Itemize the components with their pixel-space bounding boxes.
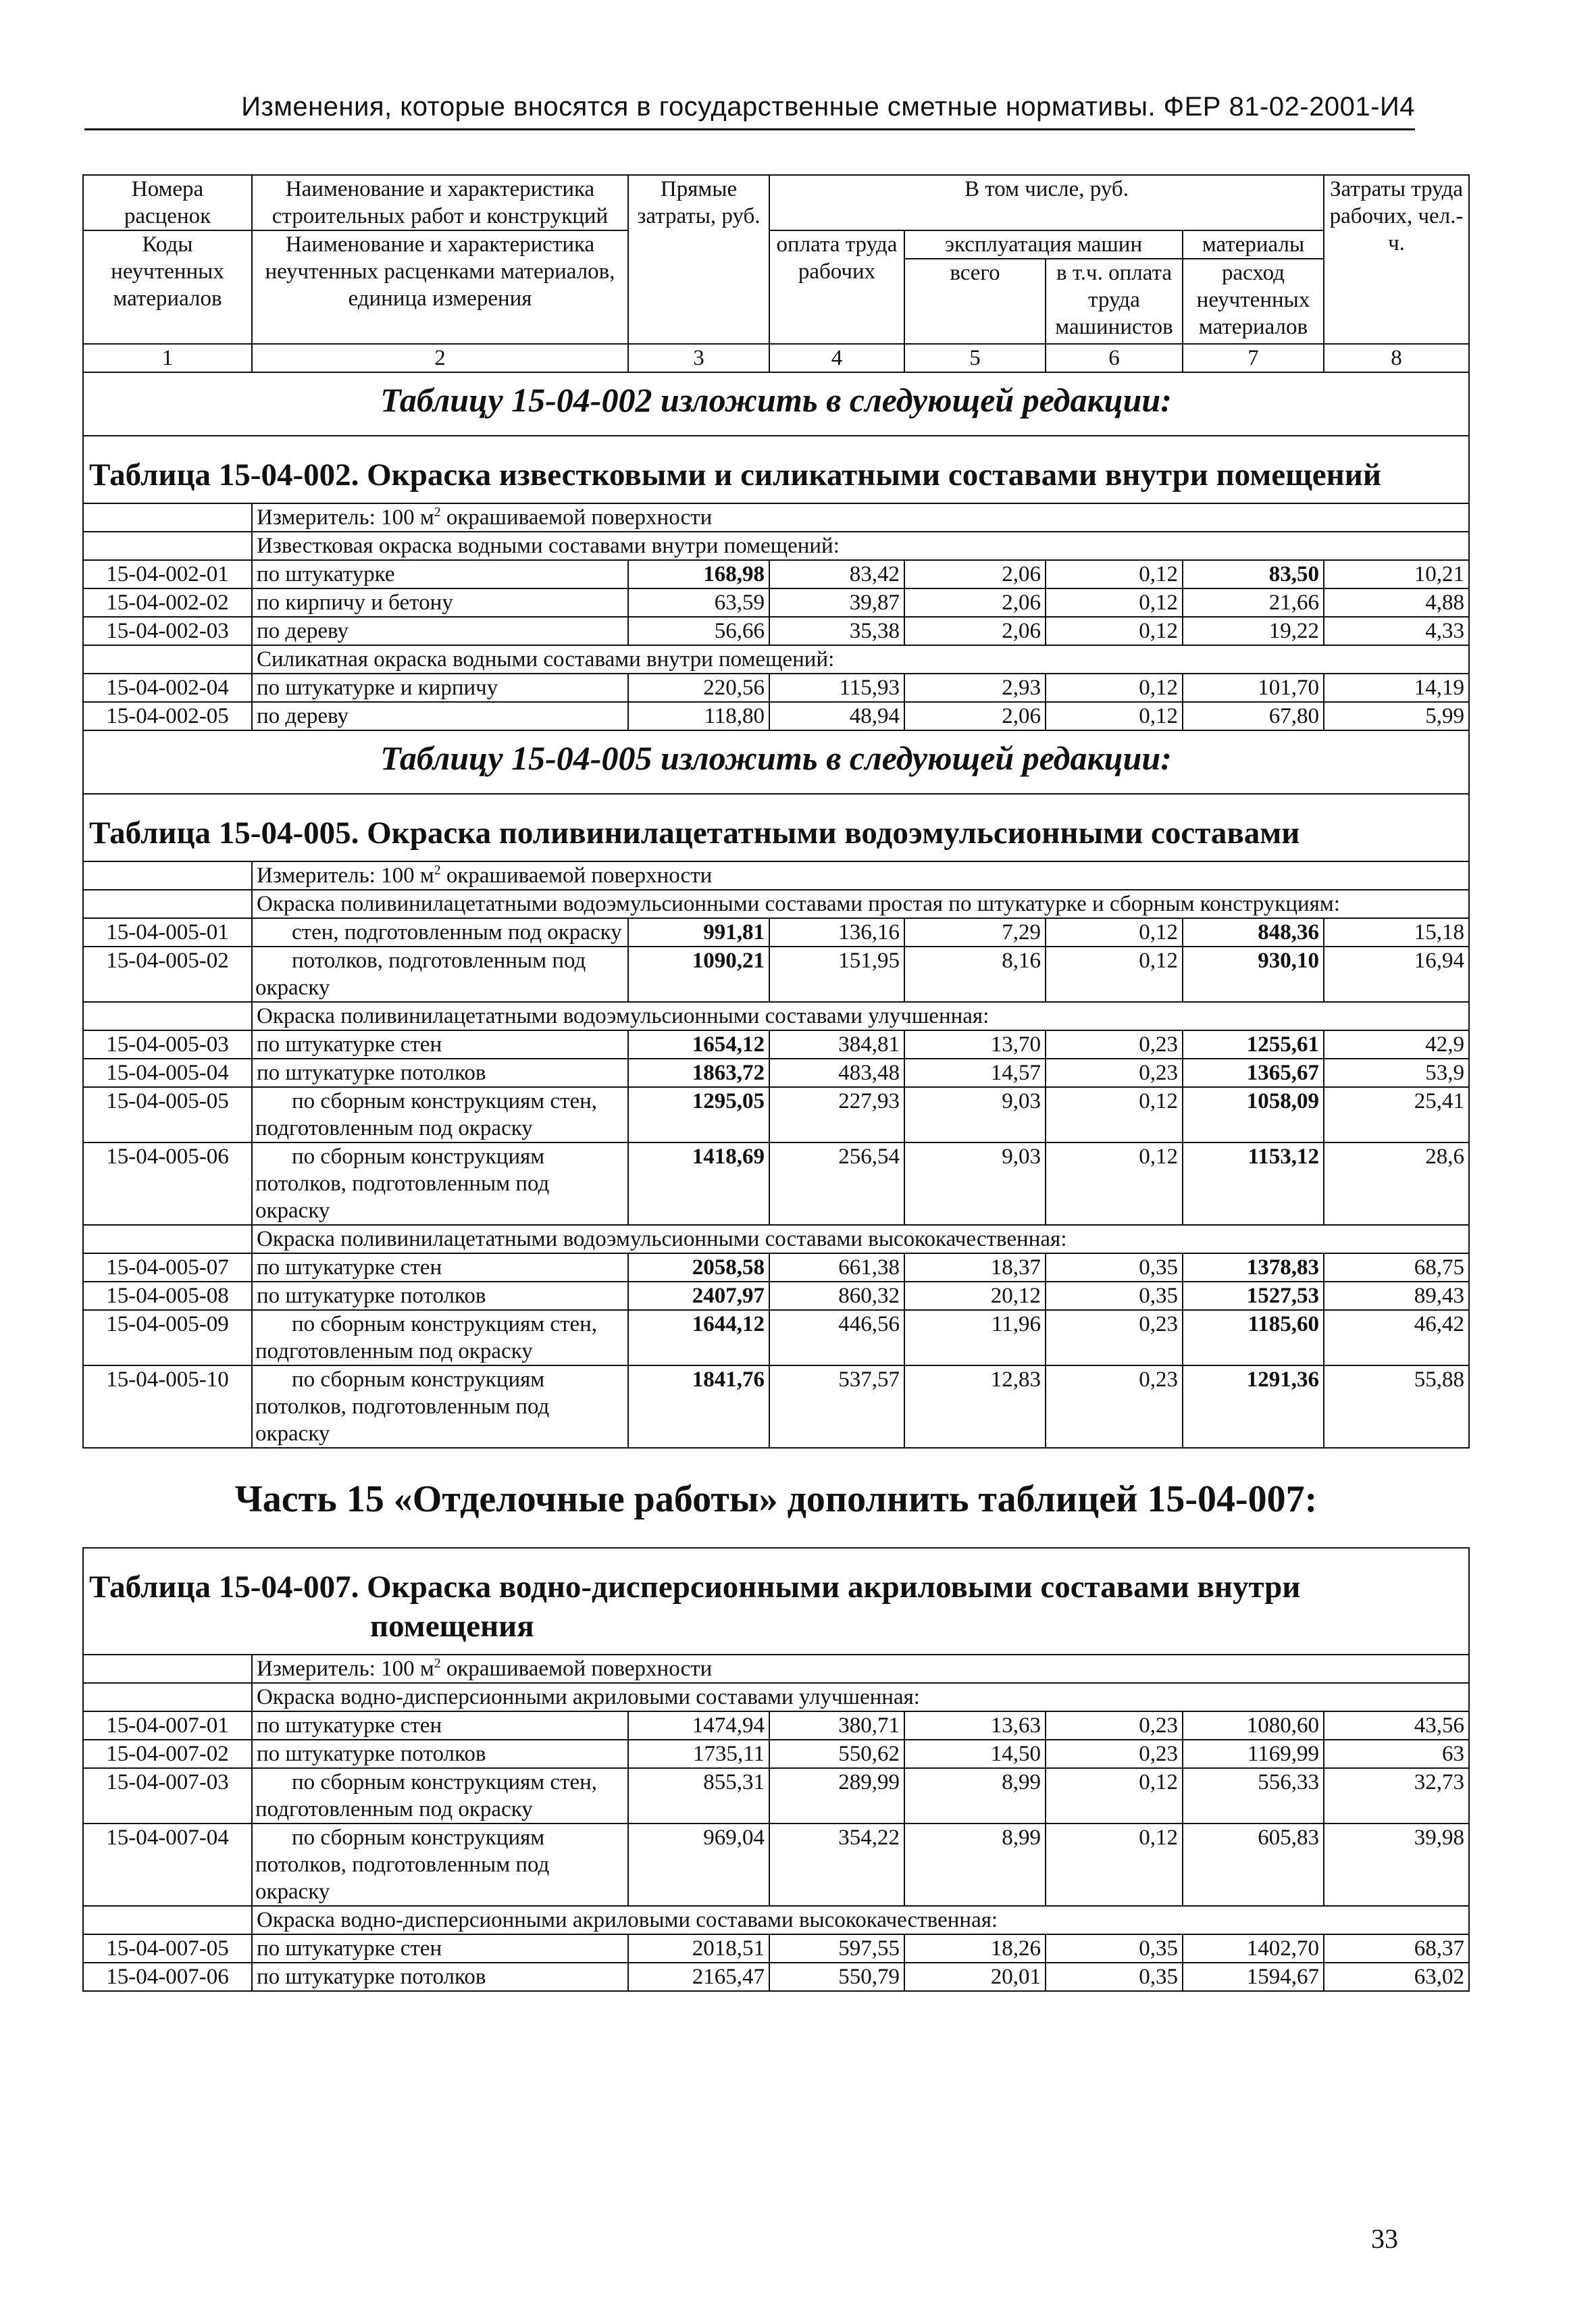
work-name: по штукатурке стен	[252, 1711, 628, 1740]
machines-labor: 0,23	[1046, 1059, 1183, 1087]
table-row	[83, 702, 1469, 730]
part-instruction: Часть 15 «Отделочные работы» дополнить таблицей 15-04-007:	[83, 1448, 1469, 1548]
materials: 556,33	[1183, 1768, 1324, 1823]
materials: 1527,53	[1183, 1282, 1324, 1310]
labor-pay: 550,79	[769, 1963, 904, 1991]
labor-hours: 15,18	[1324, 918, 1469, 947]
table-row	[83, 1253, 1469, 1282]
labor-hours: 89,43	[1324, 1282, 1469, 1310]
machines-labor: 0,12	[1046, 1768, 1183, 1823]
machines-total: 2,93	[904, 674, 1046, 702]
labor-pay: 354,22	[769, 1823, 904, 1906]
labor-pay: 550,62	[769, 1740, 904, 1768]
group-label: Окраска поливинилацетатными водоэмульсионными составами улучшенная:	[252, 1002, 1469, 1030]
rate-code: 15-04-005-10	[83, 1365, 252, 1448]
measure-row	[83, 1655, 1469, 1683]
labor-hours: 53,9	[1324, 1059, 1469, 1087]
header-rule	[84, 128, 1415, 130]
direct-costs: 1474,94	[628, 1711, 769, 1740]
machines-labor: 0,23	[1046, 1740, 1183, 1768]
machines-total: 12,83	[904, 1365, 1046, 1448]
direct-costs: 220,56	[628, 674, 769, 702]
header-machines: эксплуатация машин	[904, 230, 1183, 259]
header-materials: материалы	[1183, 230, 1324, 259]
group-spacer	[83, 890, 252, 918]
group-spacer	[83, 1225, 252, 1253]
rate-code: 15-04-002-01	[83, 560, 252, 588]
machines-labor: 0,12	[1046, 947, 1183, 1002]
header-index-row	[83, 344, 1469, 372]
machines-total: 8,99	[904, 1823, 1046, 1906]
materials: 1255,61	[1183, 1030, 1324, 1059]
rate-code: 15-04-007-04	[83, 1823, 252, 1906]
table-title: Таблица 15-04-005. Окраска поливинилацетатными водоэмульсионными составами	[83, 794, 1469, 861]
machines-labor: 0,35	[1046, 1963, 1183, 1991]
direct-costs: 1090,21	[628, 947, 769, 1002]
work-name: по сборным конструкциям стен, подготовленным под окраску	[252, 1768, 628, 1823]
direct-costs: 1863,72	[628, 1059, 769, 1087]
part-instruction-row	[83, 1448, 1469, 1548]
group-spacer	[83, 532, 252, 560]
header-materials-unaccounted: расход неучтенных материалов	[1183, 259, 1324, 344]
direct-costs: 2058,58	[628, 1253, 769, 1282]
machines-labor: 0,35	[1046, 1282, 1183, 1310]
header-labor-pay: оплата труда рабочих	[769, 230, 904, 344]
rate-code: 15-04-005-05	[83, 1087, 252, 1142]
work-name: по кирпичу и бетону	[252, 588, 628, 617]
table-title-row	[83, 1548, 1469, 1655]
labor-hours: 25,41	[1324, 1087, 1469, 1142]
rate-code: 15-04-002-02	[83, 588, 252, 617]
materials: 605,83	[1183, 1823, 1324, 1906]
direct-costs: 969,04	[628, 1823, 769, 1906]
machines-total: 8,16	[904, 947, 1046, 1002]
labor-pay: 661,38	[769, 1253, 904, 1282]
machines-total: 20,01	[904, 1963, 1046, 1991]
work-name: по штукатурке и кирпичу	[252, 674, 628, 702]
direct-costs: 118,80	[628, 702, 769, 730]
machines-labor: 0,12	[1046, 674, 1183, 702]
header-work-name: Наименование и характеристика строительных работ и конструкций	[252, 175, 628, 230]
table-row	[83, 1142, 1469, 1225]
header-machines-labor: в т.ч. оплата труда машинистов	[1046, 259, 1183, 344]
labor-pay: 537,57	[769, 1365, 904, 1448]
header-material-names: Наименование и характеристика неучтенных расценками материалов, единица измерения	[252, 230, 628, 344]
group-row	[83, 890, 1469, 918]
table-title-row	[83, 436, 1469, 503]
instruction-row	[83, 730, 1469, 794]
measure-spacer	[83, 861, 252, 890]
table-row	[83, 1711, 1469, 1740]
machines-total: 18,26	[904, 1934, 1046, 1963]
table-row	[83, 1365, 1469, 1448]
machines-total: 14,57	[904, 1059, 1046, 1087]
measure-suffix: окрашиваемой поверхности	[440, 505, 713, 530]
machines-labor: 0,12	[1046, 702, 1183, 730]
rate-code: 15-04-005-06	[83, 1142, 252, 1225]
labor-hours: 43,56	[1324, 1711, 1469, 1740]
index-cell: 6	[1046, 344, 1183, 372]
machines-total: 2,06	[904, 588, 1046, 617]
index-cell: 7	[1183, 344, 1324, 372]
machines-labor: 0,23	[1046, 1030, 1183, 1059]
norms-table	[82, 174, 1470, 1992]
work-name: по штукатурке	[252, 560, 628, 588]
rate-code: 15-04-007-06	[83, 1963, 252, 1991]
index-cell: 8	[1324, 344, 1469, 372]
labor-pay: 151,95	[769, 947, 904, 1002]
header-machines-total: всего	[904, 259, 1046, 344]
machines-total: 20,12	[904, 1282, 1046, 1310]
index-cell: 2	[252, 344, 628, 372]
direct-costs: 1418,69	[628, 1142, 769, 1225]
work-name: по штукатурке стен	[252, 1253, 628, 1282]
measure-spacer	[83, 1655, 252, 1683]
rate-code: 15-04-002-05	[83, 702, 252, 730]
work-name: стен, подготовленным под окраску	[252, 918, 628, 947]
work-name: по сборным конструкциям стен, подготовленным под окраску	[252, 1310, 628, 1365]
labor-pay: 289,99	[769, 1768, 904, 1823]
group-spacer	[83, 645, 252, 674]
machines-total: 9,03	[904, 1142, 1046, 1225]
group-label: Окраска водно-дисперсионными акриловыми составами высококачественная:	[252, 1906, 1469, 1934]
work-name: потолков, подготовленным под окраску	[252, 947, 628, 1002]
header-material-codes: Коды неучтенных материалов	[83, 230, 252, 344]
work-name: по штукатурке стен	[252, 1934, 628, 1963]
direct-costs: 2407,97	[628, 1282, 769, 1310]
work-name: по штукатурке потолков	[252, 1963, 628, 1991]
labor-hours: 55,88	[1324, 1365, 1469, 1448]
work-name: по сборным конструкциям потолков, подготовленным под окраску	[252, 1823, 628, 1906]
section-instruction: Таблицу 15-04-002 изложить в следующей редакции:	[83, 372, 1469, 436]
machines-total: 13,70	[904, 1030, 1046, 1059]
labor-hours: 42,9	[1324, 1030, 1469, 1059]
machines-labor: 0,35	[1046, 1253, 1183, 1282]
machines-labor: 0,12	[1046, 918, 1183, 947]
labor-hours: 68,37	[1324, 1934, 1469, 1963]
rate-code: 15-04-005-02	[83, 947, 252, 1002]
work-name: по сборным конструкциям потолков, подготовленным под окраску	[252, 1365, 628, 1448]
table-row	[83, 560, 1469, 588]
index-cell: 4	[769, 344, 904, 372]
labor-pay: 136,16	[769, 918, 904, 947]
table-row	[83, 1934, 1469, 1963]
group-spacer	[83, 1683, 252, 1711]
group-label: Окраска водно-дисперсионными акриловыми составами улучшенная:	[252, 1683, 1469, 1711]
labor-pay: 446,56	[769, 1310, 904, 1365]
group-row	[83, 1906, 1469, 1934]
rate-code: 15-04-007-01	[83, 1711, 252, 1740]
table-row	[83, 1823, 1469, 1906]
machines-total: 2,06	[904, 617, 1046, 645]
measure-prefix: Измеритель: 100 м	[257, 863, 434, 888]
measure-spacer	[83, 503, 252, 532]
materials: 1153,12	[1183, 1142, 1324, 1225]
table-row	[83, 1059, 1469, 1087]
machines-total: 2,06	[904, 560, 1046, 588]
machines-labor: 0,12	[1046, 1823, 1183, 1906]
measure-sup: 2	[434, 505, 441, 520]
machines-total: 14,50	[904, 1740, 1046, 1768]
work-name: по дереву	[252, 617, 628, 645]
header-including: В том числе, руб.	[769, 175, 1324, 230]
labor-pay: 597,55	[769, 1934, 904, 1963]
work-name: по штукатурке стен	[252, 1030, 628, 1059]
materials: 1185,60	[1183, 1310, 1324, 1365]
table-row	[83, 588, 1469, 617]
instruction-row	[83, 372, 1469, 436]
labor-pay: 384,81	[769, 1030, 904, 1059]
header-rate-number: Номера расценок	[83, 175, 252, 230]
measure-row	[83, 861, 1469, 890]
labor-pay: 380,71	[769, 1711, 904, 1740]
direct-costs: 168,98	[628, 560, 769, 588]
labor-hours: 63,02	[1324, 1963, 1469, 1991]
machines-total: 7,29	[904, 918, 1046, 947]
group-label: Известковая окраска водными составами внутри помещений:	[252, 532, 1469, 560]
machines-labor: 0,23	[1046, 1711, 1183, 1740]
rate-code: 15-04-005-01	[83, 918, 252, 947]
measure-unit	[252, 1655, 1469, 1683]
work-name: по сборным конструкциям потолков, подготовленным под окраску	[252, 1142, 628, 1225]
materials: 1058,09	[1183, 1087, 1324, 1142]
materials: 848,36	[1183, 918, 1324, 947]
direct-costs: 855,31	[628, 1768, 769, 1823]
materials: 19,22	[1183, 617, 1324, 645]
group-label: Окраска поливинилацетатными водоэмульсионными составами высококачественная:	[252, 1225, 1469, 1253]
labor-hours: 10,21	[1324, 560, 1469, 588]
table-row	[83, 947, 1469, 1002]
table-row	[83, 1963, 1469, 1991]
rate-code: 15-04-002-03	[83, 617, 252, 645]
group-spacer	[83, 1002, 252, 1030]
labor-pay: 227,93	[769, 1087, 904, 1142]
materials: 1291,36	[1183, 1365, 1324, 1448]
measure-prefix: Измеритель: 100 м	[257, 1657, 434, 1681]
index-cell: 3	[628, 344, 769, 372]
machines-total: 11,96	[904, 1310, 1046, 1365]
labor-pay: 860,32	[769, 1282, 904, 1310]
table-row	[83, 1282, 1469, 1310]
rate-code: 15-04-002-04	[83, 674, 252, 702]
direct-costs: 56,66	[628, 617, 769, 645]
materials: 1365,67	[1183, 1059, 1324, 1087]
labor-hours: 4,88	[1324, 588, 1469, 617]
table-row	[83, 918, 1469, 947]
rate-code: 15-04-005-09	[83, 1310, 252, 1365]
group-label: Силикатная окраска водными составами внутри помещений:	[252, 645, 1469, 674]
direct-costs: 1644,12	[628, 1310, 769, 1365]
materials: 1169,99	[1183, 1740, 1324, 1768]
labor-hours: 16,94	[1324, 947, 1469, 1002]
index-cell: 1	[83, 344, 252, 372]
index-cell: 5	[904, 344, 1046, 372]
materials: 1594,67	[1183, 1963, 1324, 1991]
labor-hours: 46,42	[1324, 1310, 1469, 1365]
labor-hours: 39,98	[1324, 1823, 1469, 1906]
measure-sup: 2	[434, 1656, 441, 1671]
machines-total: 8,99	[904, 1768, 1046, 1823]
materials: 1080,60	[1183, 1711, 1324, 1740]
rate-code: 15-04-005-04	[83, 1059, 252, 1087]
table-row	[83, 617, 1469, 645]
table-title: Таблица 15-04-007. Окраска водно-дисперсионными акриловыми составами внутри помещения	[83, 1548, 1469, 1655]
group-spacer	[83, 1906, 252, 1934]
machines-labor: 0,12	[1046, 588, 1183, 617]
labor-pay: 256,54	[769, 1142, 904, 1225]
table-row	[83, 674, 1469, 702]
rate-code: 15-04-005-08	[83, 1282, 252, 1310]
group-row	[83, 645, 1469, 674]
machines-labor: 0,23	[1046, 1365, 1183, 1448]
rate-code: 15-04-007-05	[83, 1934, 252, 1963]
measure-sup: 2	[434, 863, 441, 878]
labor-pay: 35,38	[769, 617, 904, 645]
direct-costs: 991,81	[628, 918, 769, 947]
machines-total: 2,06	[904, 702, 1046, 730]
machines-labor: 0,12	[1046, 617, 1183, 645]
machines-labor: 0,23	[1046, 1310, 1183, 1365]
group-label: Окраска поливинилацетатными водоэмульсионными составами простая по штукатурке и сборным конструкциям:	[252, 890, 1469, 918]
header-row-2	[83, 230, 1469, 259]
work-name: по штукатурке потолков	[252, 1282, 628, 1310]
direct-costs: 2165,47	[628, 1963, 769, 1991]
labor-hours: 68,75	[1324, 1253, 1469, 1282]
work-name: по штукатурке потолков	[252, 1059, 628, 1087]
machines-total: 13,63	[904, 1711, 1046, 1740]
direct-costs: 2018,51	[628, 1934, 769, 1963]
materials: 1402,70	[1183, 1934, 1324, 1963]
group-row	[83, 1002, 1469, 1030]
header-labor-cost: Затраты труда рабочих, чел.-ч.	[1324, 175, 1469, 344]
machines-total: 18,37	[904, 1253, 1046, 1282]
labor-hours: 5,99	[1324, 702, 1469, 730]
direct-costs: 1654,12	[628, 1030, 769, 1059]
measure-row	[83, 503, 1469, 532]
table-row	[83, 1310, 1469, 1365]
rate-code: 15-04-007-03	[83, 1768, 252, 1823]
rate-code: 15-04-005-07	[83, 1253, 252, 1282]
materials: 21,66	[1183, 588, 1324, 617]
measure-suffix: окрашиваемой поверхности	[440, 863, 713, 888]
machines-labor: 0,12	[1046, 560, 1183, 588]
labor-pay: 39,87	[769, 588, 904, 617]
labor-pay: 115,93	[769, 674, 904, 702]
materials: 83,50	[1183, 560, 1324, 588]
labor-pay: 83,42	[769, 560, 904, 588]
measure-unit	[252, 861, 1469, 890]
page-header: Изменения, которые вносятся в государственные сметные нормативы. ФЕР 81-02-2001-И4	[241, 92, 1415, 122]
labor-hours: 4,33	[1324, 617, 1469, 645]
table-title-row	[83, 794, 1469, 861]
page-number: 33	[1371, 2223, 1398, 2254]
table-row	[83, 1740, 1469, 1768]
machines-labor: 0,12	[1046, 1142, 1183, 1225]
group-row	[83, 532, 1469, 560]
machines-total: 9,03	[904, 1087, 1046, 1142]
measure-prefix: Измеритель: 100 м	[257, 505, 434, 530]
section-instruction: Таблицу 15-04-005 изложить в следующей редакции:	[83, 730, 1469, 794]
direct-costs: 1735,11	[628, 1740, 769, 1768]
table-row	[83, 1087, 1469, 1142]
table-title: Таблица 15-04-002. Окраска известковыми и силикатными составами внутри помещений	[83, 436, 1469, 503]
materials: 1378,83	[1183, 1253, 1324, 1282]
group-row	[83, 1683, 1469, 1711]
labor-hours: 28,6	[1324, 1142, 1469, 1225]
direct-costs: 1295,05	[628, 1087, 769, 1142]
table-row	[83, 1030, 1469, 1059]
direct-costs: 63,59	[628, 588, 769, 617]
labor-hours: 32,73	[1324, 1768, 1469, 1823]
labor-pay: 483,48	[769, 1059, 904, 1087]
machines-labor: 0,35	[1046, 1934, 1183, 1963]
materials: 101,70	[1183, 674, 1324, 702]
materials: 67,80	[1183, 702, 1324, 730]
measure-suffix: окрашиваемой поверхности	[440, 1657, 713, 1681]
direct-costs: 1841,76	[628, 1365, 769, 1448]
work-name: по штукатурке потолков	[252, 1740, 628, 1768]
rate-code: 15-04-005-03	[83, 1030, 252, 1059]
measure-unit	[252, 503, 1469, 532]
rate-code: 15-04-007-02	[83, 1740, 252, 1768]
machines-labor: 0,12	[1046, 1087, 1183, 1142]
work-name: по сборным конструкциям стен, подготовленным под окраску	[252, 1087, 628, 1142]
labor-hours: 63	[1324, 1740, 1469, 1768]
group-row	[83, 1225, 1469, 1253]
materials: 930,10	[1183, 947, 1324, 1002]
header-direct-costs: Прямые затраты, руб.	[628, 175, 769, 344]
labor-pay: 48,94	[769, 702, 904, 730]
table-row	[83, 1768, 1469, 1823]
header-row-1	[83, 175, 1469, 230]
work-name: по дереву	[252, 702, 628, 730]
labor-hours: 14,19	[1324, 674, 1469, 702]
